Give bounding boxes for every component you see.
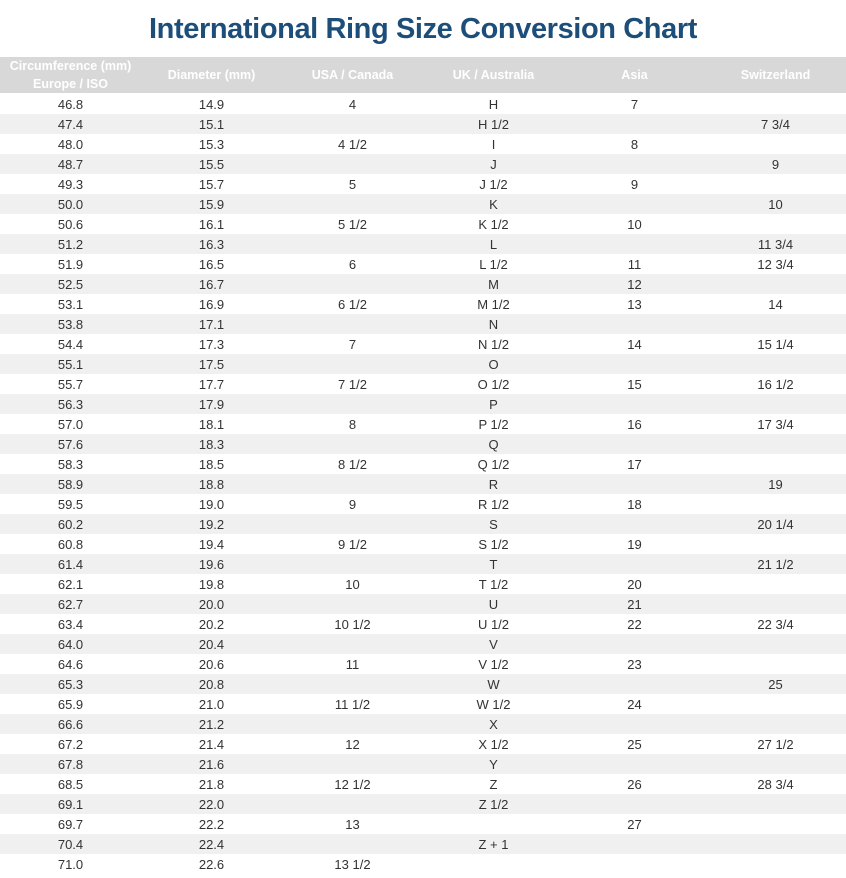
cell-asia: 26 bbox=[564, 774, 705, 794]
cell-asia: 15 bbox=[564, 374, 705, 394]
cell-diameter-mm: 18.1 bbox=[141, 414, 282, 434]
cell-diameter-mm: 19.4 bbox=[141, 534, 282, 554]
cell-uk-australia: H bbox=[423, 94, 564, 114]
cell-uk-australia: P bbox=[423, 394, 564, 414]
cell-asia: 13 bbox=[564, 294, 705, 314]
cell-switzerland: 19 bbox=[705, 474, 846, 494]
cell-diameter-mm: 21.6 bbox=[141, 754, 282, 774]
cell-circumference-europe-iso: 50.6 bbox=[0, 214, 141, 234]
cell-circumference-europe-iso: 66.6 bbox=[0, 714, 141, 734]
cell-asia bbox=[564, 314, 705, 334]
cell-asia: 9 bbox=[564, 174, 705, 194]
cell-switzerland: 20 1/4 bbox=[705, 514, 846, 534]
table-row bbox=[0, 674, 846, 694]
cell-switzerland: 28 3/4 bbox=[705, 774, 846, 794]
cell-circumference-europe-iso: 48.7 bbox=[0, 154, 141, 174]
cell-circumference-europe-iso: 60.2 bbox=[0, 514, 141, 534]
table-row bbox=[0, 794, 846, 814]
table-row bbox=[0, 634, 846, 654]
cell-switzerland: 10 bbox=[705, 194, 846, 214]
cell-uk-australia: U 1/2 bbox=[423, 614, 564, 634]
cell-uk-australia: V bbox=[423, 634, 564, 654]
column-header-line: UK / Australia bbox=[452, 68, 535, 83]
ring-size-table bbox=[0, 57, 846, 874]
table-row bbox=[0, 474, 846, 494]
cell-circumference-europe-iso: 49.3 bbox=[0, 174, 141, 194]
cell-usa-canada: 7 bbox=[282, 334, 423, 354]
cell-uk-australia bbox=[423, 814, 564, 834]
cell-switzerland bbox=[705, 434, 846, 454]
cell-circumference-europe-iso: 69.1 bbox=[0, 794, 141, 814]
cell-asia bbox=[564, 474, 705, 494]
table-row bbox=[0, 434, 846, 454]
cell-diameter-mm: 15.5 bbox=[141, 154, 282, 174]
cell-switzerland bbox=[705, 454, 846, 474]
table-row bbox=[0, 174, 846, 194]
cell-diameter-mm: 19.6 bbox=[141, 554, 282, 574]
cell-switzerland bbox=[705, 574, 846, 594]
cell-asia bbox=[564, 674, 705, 694]
cell-uk-australia: Y bbox=[423, 754, 564, 774]
cell-uk-australia: W bbox=[423, 674, 564, 694]
cell-switzerland bbox=[705, 534, 846, 554]
table-row bbox=[0, 514, 846, 534]
cell-asia bbox=[564, 434, 705, 454]
table-row bbox=[0, 774, 846, 794]
cell-circumference-europe-iso: 48.0 bbox=[0, 134, 141, 154]
cell-switzerland: 27 1/2 bbox=[705, 734, 846, 754]
cell-switzerland bbox=[705, 694, 846, 714]
cell-uk-australia: V 1/2 bbox=[423, 654, 564, 674]
column-header-line: USA / Canada bbox=[311, 68, 394, 83]
cell-asia: 27 bbox=[564, 814, 705, 834]
cell-asia: 20 bbox=[564, 574, 705, 594]
cell-asia: 10 bbox=[564, 214, 705, 234]
cell-asia: 17 bbox=[564, 454, 705, 474]
cell-switzerland: 22 3/4 bbox=[705, 614, 846, 634]
cell-asia bbox=[564, 354, 705, 374]
cell-uk-australia: L 1/2 bbox=[423, 254, 564, 274]
cell-asia bbox=[564, 854, 705, 874]
cell-uk-australia: Z + 1 bbox=[423, 834, 564, 854]
table-row bbox=[0, 194, 846, 214]
cell-usa-canada bbox=[282, 194, 423, 214]
cell-usa-canada: 5 1/2 bbox=[282, 214, 423, 234]
cell-usa-canada: 6 1/2 bbox=[282, 294, 423, 314]
table-row bbox=[0, 274, 846, 294]
cell-circumference-europe-iso: 51.9 bbox=[0, 254, 141, 274]
cell-asia: 21 bbox=[564, 594, 705, 614]
cell-uk-australia: M bbox=[423, 274, 564, 294]
cell-diameter-mm: 19.2 bbox=[141, 514, 282, 534]
cell-circumference-europe-iso: 61.4 bbox=[0, 554, 141, 574]
cell-circumference-europe-iso: 68.5 bbox=[0, 774, 141, 794]
cell-usa-canada: 9 1/2 bbox=[282, 534, 423, 554]
cell-uk-australia: Q 1/2 bbox=[423, 454, 564, 474]
cell-usa-canada bbox=[282, 354, 423, 374]
cell-circumference-europe-iso: 60.8 bbox=[0, 534, 141, 554]
cell-usa-canada: 4 bbox=[282, 94, 423, 114]
cell-diameter-mm: 20.8 bbox=[141, 674, 282, 694]
cell-circumference-europe-iso: 59.5 bbox=[0, 494, 141, 514]
cell-diameter-mm: 16.1 bbox=[141, 214, 282, 234]
cell-usa-canada: 10 1/2 bbox=[282, 614, 423, 634]
cell-diameter-mm: 17.5 bbox=[141, 354, 282, 374]
cell-asia: 16 bbox=[564, 414, 705, 434]
cell-diameter-mm: 19.0 bbox=[141, 494, 282, 514]
cell-switzerland bbox=[705, 134, 846, 154]
cell-asia: 7 bbox=[564, 94, 705, 114]
cell-diameter-mm: 22.0 bbox=[141, 794, 282, 814]
cell-usa-canada: 4 1/2 bbox=[282, 134, 423, 154]
table-row bbox=[0, 834, 846, 854]
cell-asia: 14 bbox=[564, 334, 705, 354]
cell-usa-canada bbox=[282, 394, 423, 414]
table-row bbox=[0, 134, 846, 154]
cell-uk-australia: S bbox=[423, 514, 564, 534]
cell-switzerland bbox=[705, 854, 846, 874]
cell-diameter-mm: 15.3 bbox=[141, 134, 282, 154]
cell-usa-canada bbox=[282, 834, 423, 854]
cell-switzerland bbox=[705, 94, 846, 114]
cell-asia bbox=[564, 514, 705, 534]
cell-switzerland bbox=[705, 394, 846, 414]
cell-asia: 8 bbox=[564, 134, 705, 154]
cell-diameter-mm: 16.9 bbox=[141, 294, 282, 314]
table-row bbox=[0, 354, 846, 374]
cell-asia: 12 bbox=[564, 274, 705, 294]
cell-asia: 22 bbox=[564, 614, 705, 634]
table-row bbox=[0, 154, 846, 174]
table-row bbox=[0, 114, 846, 134]
column-header-line: Diameter (mm) bbox=[167, 68, 256, 83]
page-title: International Ring Size Conversion Chart bbox=[149, 13, 697, 45]
cell-uk-australia: S 1/2 bbox=[423, 534, 564, 554]
cell-uk-australia: X 1/2 bbox=[423, 734, 564, 754]
cell-asia bbox=[564, 834, 705, 854]
column-header-switzerland bbox=[705, 57, 846, 94]
cell-uk-australia: W 1/2 bbox=[423, 694, 564, 714]
table-row bbox=[0, 714, 846, 734]
table-row bbox=[0, 394, 846, 414]
cell-usa-canada bbox=[282, 674, 423, 694]
table-row bbox=[0, 534, 846, 554]
column-header-line: Europe / ISO bbox=[32, 77, 108, 92]
cell-asia bbox=[564, 754, 705, 774]
cell-diameter-mm: 16.3 bbox=[141, 234, 282, 254]
cell-switzerland: 14 bbox=[705, 294, 846, 314]
cell-uk-australia: N bbox=[423, 314, 564, 334]
cell-circumference-europe-iso: 54.4 bbox=[0, 334, 141, 354]
table-row bbox=[0, 334, 846, 354]
cell-usa-canada bbox=[282, 154, 423, 174]
cell-usa-canada bbox=[282, 794, 423, 814]
cell-circumference-europe-iso: 55.1 bbox=[0, 354, 141, 374]
cell-diameter-mm: 21.4 bbox=[141, 734, 282, 754]
table-row bbox=[0, 754, 846, 774]
cell-uk-australia: J 1/2 bbox=[423, 174, 564, 194]
cell-circumference-europe-iso: 67.2 bbox=[0, 734, 141, 754]
cell-uk-australia: K bbox=[423, 194, 564, 214]
cell-switzerland bbox=[705, 494, 846, 514]
cell-usa-canada bbox=[282, 234, 423, 254]
cell-usa-canada bbox=[282, 634, 423, 654]
cell-usa-canada: 7 1/2 bbox=[282, 374, 423, 394]
cell-uk-australia: T bbox=[423, 554, 564, 574]
cell-switzerland bbox=[705, 594, 846, 614]
cell-circumference-europe-iso: 58.9 bbox=[0, 474, 141, 494]
cell-usa-canada bbox=[282, 714, 423, 734]
cell-diameter-mm: 16.7 bbox=[141, 274, 282, 294]
table-row bbox=[0, 654, 846, 674]
cell-asia bbox=[564, 114, 705, 134]
cell-usa-canada: 12 bbox=[282, 734, 423, 754]
cell-switzerland bbox=[705, 634, 846, 654]
cell-uk-australia: Q bbox=[423, 434, 564, 454]
cell-asia bbox=[564, 634, 705, 654]
cell-asia: 25 bbox=[564, 734, 705, 754]
cell-switzerland: 15 1/4 bbox=[705, 334, 846, 354]
column-header-uk-australia bbox=[423, 57, 564, 94]
cell-switzerland bbox=[705, 214, 846, 234]
cell-circumference-europe-iso: 65.3 bbox=[0, 674, 141, 694]
cell-switzerland bbox=[705, 814, 846, 834]
cell-circumference-europe-iso: 63.4 bbox=[0, 614, 141, 634]
cell-asia bbox=[564, 154, 705, 174]
cell-circumference-europe-iso: 69.7 bbox=[0, 814, 141, 834]
cell-usa-canada: 13 1/2 bbox=[282, 854, 423, 874]
cell-diameter-mm: 18.5 bbox=[141, 454, 282, 474]
cell-circumference-europe-iso: 58.3 bbox=[0, 454, 141, 474]
cell-uk-australia: L bbox=[423, 234, 564, 254]
cell-asia bbox=[564, 714, 705, 734]
column-header-line: Switzerland bbox=[740, 68, 811, 83]
cell-diameter-mm: 20.4 bbox=[141, 634, 282, 654]
cell-diameter-mm: 18.8 bbox=[141, 474, 282, 494]
header-row bbox=[0, 57, 846, 94]
cell-asia: 24 bbox=[564, 694, 705, 714]
cell-diameter-mm: 15.7 bbox=[141, 174, 282, 194]
cell-usa-canada: 8 1/2 bbox=[282, 454, 423, 474]
table-header bbox=[0, 57, 846, 94]
cell-circumference-europe-iso: 47.4 bbox=[0, 114, 141, 134]
cell-usa-canada: 6 bbox=[282, 254, 423, 274]
cell-asia: 19 bbox=[564, 534, 705, 554]
cell-circumference-europe-iso: 70.4 bbox=[0, 834, 141, 854]
cell-circumference-europe-iso: 65.9 bbox=[0, 694, 141, 714]
cell-uk-australia: O bbox=[423, 354, 564, 374]
cell-uk-australia: M 1/2 bbox=[423, 294, 564, 314]
cell-usa-canada: 10 bbox=[282, 574, 423, 594]
cell-usa-canada: 11 bbox=[282, 654, 423, 674]
table-row bbox=[0, 494, 846, 514]
cell-switzerland bbox=[705, 834, 846, 854]
cell-circumference-europe-iso: 51.2 bbox=[0, 234, 141, 254]
table-row bbox=[0, 294, 846, 314]
table-row bbox=[0, 694, 846, 714]
cell-switzerland: 21 1/2 bbox=[705, 554, 846, 574]
table-row bbox=[0, 234, 846, 254]
cell-switzerland: 12 3/4 bbox=[705, 254, 846, 274]
cell-asia: 11 bbox=[564, 254, 705, 274]
cell-circumference-europe-iso: 50.0 bbox=[0, 194, 141, 214]
table-row bbox=[0, 734, 846, 754]
table-row bbox=[0, 214, 846, 234]
cell-uk-australia: J bbox=[423, 154, 564, 174]
cell-uk-australia: P 1/2 bbox=[423, 414, 564, 434]
cell-usa-canada: 11 1/2 bbox=[282, 694, 423, 714]
cell-usa-canada bbox=[282, 434, 423, 454]
cell-diameter-mm: 20.0 bbox=[141, 594, 282, 614]
cell-uk-australia: X bbox=[423, 714, 564, 734]
column-header-circumference-europe-iso bbox=[0, 57, 141, 94]
cell-usa-canada bbox=[282, 114, 423, 134]
cell-usa-canada bbox=[282, 274, 423, 294]
cell-switzerland bbox=[705, 354, 846, 374]
table-row bbox=[0, 454, 846, 474]
cell-circumference-europe-iso: 62.7 bbox=[0, 594, 141, 614]
cell-asia bbox=[564, 394, 705, 414]
cell-asia: 23 bbox=[564, 654, 705, 674]
cell-switzerland bbox=[705, 314, 846, 334]
cell-diameter-mm: 22.2 bbox=[141, 814, 282, 834]
cell-uk-australia: Z 1/2 bbox=[423, 794, 564, 814]
cell-usa-canada: 5 bbox=[282, 174, 423, 194]
cell-diameter-mm: 21.2 bbox=[141, 714, 282, 734]
cell-asia bbox=[564, 194, 705, 214]
table-row bbox=[0, 374, 846, 394]
cell-switzerland: 7 3/4 bbox=[705, 114, 846, 134]
cell-switzerland: 11 3/4 bbox=[705, 234, 846, 254]
cell-diameter-mm: 16.5 bbox=[141, 254, 282, 274]
cell-usa-canada bbox=[282, 314, 423, 334]
cell-asia bbox=[564, 554, 705, 574]
cell-diameter-mm: 19.8 bbox=[141, 574, 282, 594]
cell-uk-australia: R 1/2 bbox=[423, 494, 564, 514]
cell-usa-canada bbox=[282, 594, 423, 614]
cell-uk-australia: H 1/2 bbox=[423, 114, 564, 134]
table-row bbox=[0, 94, 846, 114]
cell-diameter-mm: 15.9 bbox=[141, 194, 282, 214]
cell-circumference-europe-iso: 56.3 bbox=[0, 394, 141, 414]
table-row bbox=[0, 854, 846, 874]
cell-circumference-europe-iso: 67.8 bbox=[0, 754, 141, 774]
column-header-line: Circumference (mm) bbox=[9, 59, 132, 73]
cell-diameter-mm: 17.3 bbox=[141, 334, 282, 354]
cell-circumference-europe-iso: 64.6 bbox=[0, 654, 141, 674]
cell-asia bbox=[564, 794, 705, 814]
table-row bbox=[0, 614, 846, 634]
column-header-line: Asia bbox=[621, 68, 648, 83]
cell-switzerland: 17 3/4 bbox=[705, 414, 846, 434]
cell-diameter-mm: 22.4 bbox=[141, 834, 282, 854]
cell-uk-australia: R bbox=[423, 474, 564, 494]
cell-circumference-europe-iso: 64.0 bbox=[0, 634, 141, 654]
cell-diameter-mm: 15.1 bbox=[141, 114, 282, 134]
table-body bbox=[0, 94, 846, 874]
table-row bbox=[0, 574, 846, 594]
cell-diameter-mm: 22.6 bbox=[141, 854, 282, 874]
cell-diameter-mm: 20.6 bbox=[141, 654, 282, 674]
cell-uk-australia: T 1/2 bbox=[423, 574, 564, 594]
cell-switzerland: 16 1/2 bbox=[705, 374, 846, 394]
cell-uk-australia: K 1/2 bbox=[423, 214, 564, 234]
cell-circumference-europe-iso: 57.0 bbox=[0, 414, 141, 434]
cell-circumference-europe-iso: 53.1 bbox=[0, 294, 141, 314]
cell-usa-canada bbox=[282, 554, 423, 574]
cell-usa-canada: 13 bbox=[282, 814, 423, 834]
cell-circumference-europe-iso: 62.1 bbox=[0, 574, 141, 594]
cell-uk-australia: I bbox=[423, 134, 564, 154]
cell-switzerland bbox=[705, 274, 846, 294]
column-header-asia bbox=[564, 57, 705, 94]
cell-switzerland: 9 bbox=[705, 154, 846, 174]
cell-switzerland bbox=[705, 754, 846, 774]
cell-circumference-europe-iso: 55.7 bbox=[0, 374, 141, 394]
cell-uk-australia bbox=[423, 854, 564, 874]
cell-uk-australia: Z bbox=[423, 774, 564, 794]
cell-switzerland bbox=[705, 714, 846, 734]
cell-switzerland: 25 bbox=[705, 674, 846, 694]
cell-asia bbox=[564, 234, 705, 254]
cell-circumference-europe-iso: 57.6 bbox=[0, 434, 141, 454]
cell-usa-canada bbox=[282, 514, 423, 534]
table-row bbox=[0, 414, 846, 434]
cell-diameter-mm: 17.9 bbox=[141, 394, 282, 414]
cell-circumference-europe-iso: 53.8 bbox=[0, 314, 141, 334]
cell-switzerland bbox=[705, 654, 846, 674]
cell-diameter-mm: 21.0 bbox=[141, 694, 282, 714]
cell-uk-australia: N 1/2 bbox=[423, 334, 564, 354]
cell-asia: 18 bbox=[564, 494, 705, 514]
cell-switzerland bbox=[705, 174, 846, 194]
table-row bbox=[0, 814, 846, 834]
cell-uk-australia: U bbox=[423, 594, 564, 614]
cell-circumference-europe-iso: 71.0 bbox=[0, 854, 141, 874]
cell-diameter-mm: 17.1 bbox=[141, 314, 282, 334]
table-row bbox=[0, 554, 846, 574]
cell-diameter-mm: 20.2 bbox=[141, 614, 282, 634]
table-row bbox=[0, 594, 846, 614]
cell-diameter-mm: 21.8 bbox=[141, 774, 282, 794]
cell-circumference-europe-iso: 52.5 bbox=[0, 274, 141, 294]
cell-diameter-mm: 18.3 bbox=[141, 434, 282, 454]
cell-circumference-europe-iso: 46.8 bbox=[0, 94, 141, 114]
cell-usa-canada bbox=[282, 474, 423, 494]
cell-usa-canada: 12 1/2 bbox=[282, 774, 423, 794]
column-header-usa-canada bbox=[282, 57, 423, 94]
table-row bbox=[0, 314, 846, 334]
cell-uk-australia: O 1/2 bbox=[423, 374, 564, 394]
cell-usa-canada: 9 bbox=[282, 494, 423, 514]
column-header-diameter-mm bbox=[141, 57, 282, 94]
cell-usa-canada: 8 bbox=[282, 414, 423, 434]
table-row bbox=[0, 254, 846, 274]
cell-usa-canada bbox=[282, 754, 423, 774]
cell-diameter-mm: 17.7 bbox=[141, 374, 282, 394]
cell-switzerland bbox=[705, 794, 846, 814]
cell-diameter-mm: 14.9 bbox=[141, 94, 282, 114]
